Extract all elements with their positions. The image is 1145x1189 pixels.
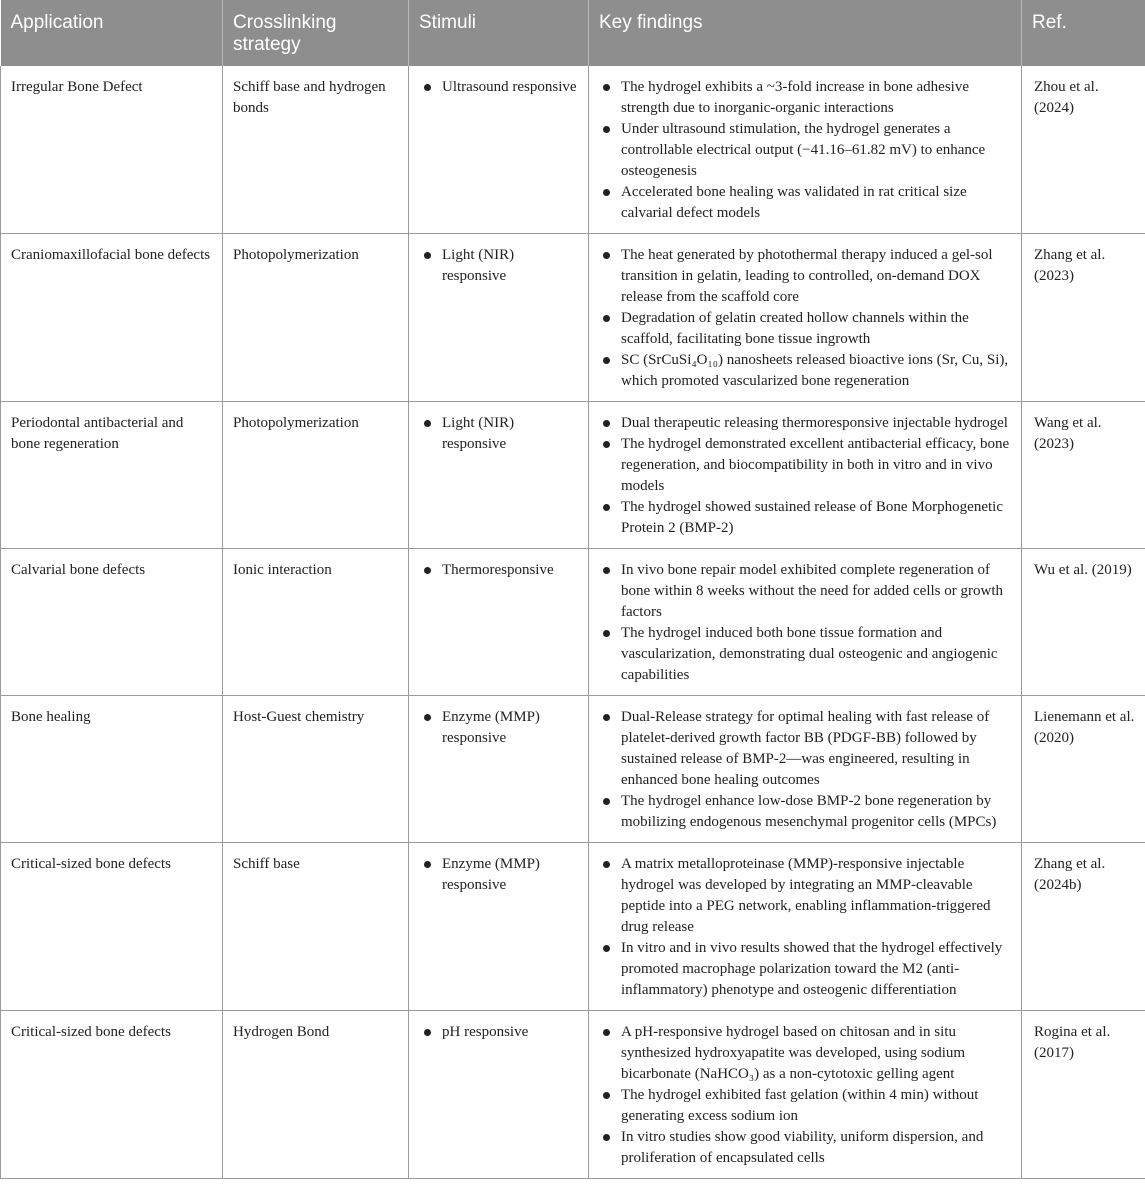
stimuli-cell — [409, 696, 589, 843]
findings-list — [600, 1022, 1011, 1169]
stimuli-list — [421, 560, 578, 581]
header-findings: Key findings — [589, 0, 1022, 66]
finding-item: The hydrogel induced both bone tissue formation and vascularization, demonstrating dual osteogenic and angiogenic capabilities — [600, 623, 1011, 686]
finding-item: In vivo bone repair model exhibited complete regeneration of bone within 8 weeks without the need for added cells or growth factors — [600, 560, 1011, 623]
stimuli-list — [421, 1022, 578, 1043]
stimuli-item: Light (NIR) responsive — [421, 245, 578, 287]
finding-item: The hydrogel exhibited fast gelation (within 4 min) without generating excess sodium ion — [600, 1085, 1011, 1127]
header-crosslinking: Crosslinking strategy — [223, 0, 409, 66]
ref-cell: Zhou et al. (2024) — [1022, 66, 1145, 234]
table-row — [1, 696, 1145, 843]
header-application: Application — [1, 0, 223, 66]
crosslinking-cell: Hydrogen Bond — [223, 1011, 409, 1179]
finding-item: Dual therapeutic releasing thermoresponsive injectable hydrogel — [600, 413, 1011, 434]
header-ref: Ref. — [1022, 0, 1145, 66]
stimuli-cell — [409, 234, 589, 402]
header-row — [1, 0, 1145, 66]
finding-item: Dual-Release strategy for optimal healing with fast release of platelet-derived growth factor BB (PDGF-BB) followed by sustained release of BMP-2—was engineered, resulting in enhanced bone healing outcomes — [600, 707, 1011, 791]
findings-list — [600, 707, 1011, 833]
stimuli-cell — [409, 1011, 589, 1179]
finding-item: The hydrogel exhibits a ~3-fold increase in bone adhesive strength due to inorganic-organic interactions — [600, 77, 1011, 119]
stimuli-item: Enzyme (MMP) responsive — [421, 707, 578, 749]
finding-item: In vitro and in vivo results showed that the hydrogel effectively promoted macrophage polarization toward the M2 (anti-inflammatory) phenotype and osteogenic differentiation — [600, 938, 1011, 1001]
table-row — [1, 66, 1145, 234]
table-row — [1, 549, 1145, 696]
stimuli-item: Light (NIR) responsive — [421, 413, 578, 455]
ref-cell: Wang et al. (2023) — [1022, 402, 1145, 549]
finding-item: The hydrogel enhance low-dose BMP-2 bone regeneration by mobilizing endogenous mesenchymal progenitor cells (MPCs) — [600, 791, 1011, 833]
findings-cell — [589, 66, 1022, 234]
stimuli-cell — [409, 66, 589, 234]
stimuli-item: Thermoresponsive — [421, 560, 578, 581]
stimuli-cell — [409, 549, 589, 696]
table-header — [1, 0, 1145, 66]
crosslinking-cell: Schiff base — [223, 843, 409, 1011]
finding-item: Degradation of gelatin created hollow channels within the scaffold, facilitating bone tissue ingrowth — [600, 308, 1011, 350]
stimuli-item: pH responsive — [421, 1022, 578, 1043]
table-row — [1, 234, 1145, 402]
ref-cell: Lienemann et al. (2020) — [1022, 696, 1145, 843]
crosslinking-cell: Photopolymerization — [223, 402, 409, 549]
application-cell: Irregular Bone Defect — [1, 66, 223, 234]
stimuli-list — [421, 707, 578, 749]
stimuli-cell — [409, 843, 589, 1011]
findings-cell — [589, 549, 1022, 696]
findings-cell — [589, 234, 1022, 402]
findings-list — [600, 854, 1011, 1001]
finding-item: Under ultrasound stimulation, the hydrogel generates a controllable electrical output (−41.16–61.82 mV) to enhance osteogenesis — [600, 119, 1011, 182]
application-cell: Craniomaxillofacial bone defects — [1, 234, 223, 402]
table-row — [1, 1011, 1145, 1179]
findings-cell — [589, 402, 1022, 549]
ref-cell: Zhang et al. (2023) — [1022, 234, 1145, 402]
findings-list — [600, 413, 1011, 539]
finding-item: A pH-responsive hydrogel based on chitosan and in situ synthesized hydroxyapatite was developed, using sodium bicarbonate (NaHCO₃) as a non-cytotoxic gelling agent — [600, 1022, 1011, 1085]
findings-list — [600, 77, 1011, 224]
ref-cell: Wu et al. (2019) — [1022, 549, 1145, 696]
application-cell: Critical-sized bone defects — [1, 1011, 223, 1179]
finding-item: SC (SrCuSi₄O₁₀) nanosheets released bioactive ions (Sr, Cu, Si), which promoted vascularized bone regeneration — [600, 350, 1011, 392]
application-cell: Calvarial bone defects — [1, 549, 223, 696]
finding-item: The hydrogel demonstrated excellent antibacterial efficacy, bone regeneration, and biocompatibility in both in vitro and in vivo models — [600, 434, 1011, 497]
finding-item: In vitro studies show good viability, uniform dispersion, and proliferation of encapsulated cells — [600, 1127, 1011, 1169]
stimuli-list — [421, 77, 578, 98]
findings-list — [600, 560, 1011, 686]
crosslinking-cell: Ionic interaction — [223, 549, 409, 696]
crosslinking-cell: Photopolymerization — [223, 234, 409, 402]
application-cell: Critical-sized bone defects — [1, 843, 223, 1011]
stimuli-item: Ultrasound responsive — [421, 77, 578, 98]
finding-item: The hydrogel showed sustained release of Bone Morphogenetic Protein 2 (BMP-2) — [600, 497, 1011, 539]
crosslinking-cell: Schiff base and hydrogen bonds — [223, 66, 409, 234]
finding-item: A matrix metalloproteinase (MMP)-responsive injectable hydrogel was developed by integrating an MMP-cleavable peptide into a PEG network, enabling inflammation-triggered drug release — [600, 854, 1011, 938]
table-row — [1, 402, 1145, 549]
header-stimuli: Stimuli — [409, 0, 589, 66]
findings-list — [600, 245, 1011, 392]
application-cell: Bone healing — [1, 696, 223, 843]
stimuli-list — [421, 245, 578, 287]
ref-cell: Rogina et al. (2017) — [1022, 1011, 1145, 1179]
table-body — [1, 66, 1145, 1179]
application-cell: Periodontal antibacterial and bone regeneration — [1, 402, 223, 549]
stimuli-cell — [409, 402, 589, 549]
stimuli-list — [421, 854, 578, 896]
finding-item: Accelerated bone healing was validated in rat critical size calvarial defect models — [600, 182, 1011, 224]
table-row — [1, 843, 1145, 1011]
ref-cell: Zhang et al. (2024b) — [1022, 843, 1145, 1011]
crosslinking-cell: Host-Guest chemistry — [223, 696, 409, 843]
finding-item: The heat generated by photothermal therapy induced a gel-sol transition in gelatin, leading to controlled, on-demand DOX release from the scaffold core — [600, 245, 1011, 308]
findings-cell — [589, 1011, 1022, 1179]
findings-cell — [589, 696, 1022, 843]
stimuli-item: Enzyme (MMP) responsive — [421, 854, 578, 896]
stimuli-list — [421, 413, 578, 455]
findings-cell — [589, 843, 1022, 1011]
